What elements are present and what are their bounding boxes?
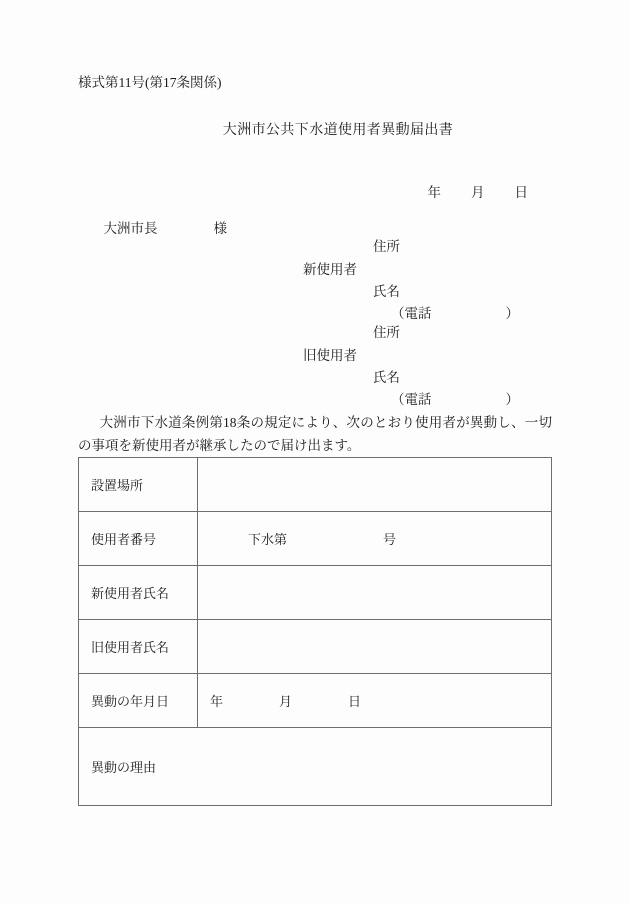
addressee-honorific: 様	[213, 221, 227, 237]
old-user-tel-close: ）	[505, 392, 519, 407]
submission-date-line	[414, 163, 528, 224]
row-label-installation-site	[79, 458, 198, 512]
table-row	[79, 620, 552, 674]
table-row	[79, 566, 552, 620]
row-label-old-user-name	[79, 620, 198, 674]
row-value-installation-site[interactable]	[198, 458, 552, 512]
new-user-label: 新使用者	[303, 262, 357, 277]
change-date-year-label: 年	[210, 694, 224, 709]
addressee-name: 大洲市長	[103, 221, 158, 237]
row-label-change-date	[79, 674, 198, 728]
row-label-text: 新使用者氏名	[91, 586, 170, 601]
row-value-user-number[interactable]	[198, 512, 552, 566]
date-year-label: 年	[427, 185, 441, 201]
old-user-label: 旧使用者	[303, 348, 357, 363]
page-title: 大洲市公共下水道使用者異動届出書	[222, 123, 454, 138]
row-label-text: 使用者番号	[91, 532, 157, 547]
user-number-suffix: 号	[383, 532, 397, 547]
table-row	[79, 728, 552, 806]
declaration-paragraph: 大洲市下水道条例第18条の規定により、次のとおり使用者が異動し、一切の事項を新使用者が継承したので届け出ます。	[78, 415, 552, 454]
old-user-tel-open: （電話	[391, 392, 432, 407]
old-user-telephone-field	[391, 388, 519, 408]
row-label-text: 設置場所	[91, 478, 144, 493]
row-label-user-number	[79, 512, 198, 566]
form-number: 様式第11号(第17条関係)	[78, 75, 222, 90]
new-user-name-label: 氏名	[373, 284, 400, 299]
row-value-change-date[interactable]	[198, 674, 552, 728]
new-user-block	[303, 232, 563, 321]
old-user-name-label: 氏名	[373, 370, 400, 385]
addressee	[90, 199, 227, 260]
notification-table	[78, 457, 552, 806]
old-user-address-label: 住所	[373, 325, 400, 340]
new-user-tel-close: ）	[505, 306, 519, 321]
date-day-label: 日	[514, 185, 528, 201]
row-change-reason[interactable]	[79, 728, 552, 806]
row-label-new-user-name	[79, 566, 198, 620]
table-row	[79, 674, 552, 728]
new-user-tel-open: （電話	[391, 306, 432, 321]
row-label-text: 旧使用者氏名	[91, 640, 170, 655]
change-date-day-label: 日	[348, 694, 362, 709]
table-row	[79, 512, 552, 566]
user-number-prefix: 下水第	[248, 532, 288, 547]
old-user-block	[303, 318, 563, 407]
date-month-label: 月	[471, 185, 485, 201]
row-label-text: 異動の理由	[91, 760, 157, 775]
row-label-text: 異動の年月日	[91, 694, 170, 709]
new-user-address-label: 住所	[373, 239, 400, 254]
table-row	[79, 458, 552, 512]
row-value-new-user-name[interactable]	[198, 566, 552, 620]
row-value-old-user-name[interactable]	[198, 620, 552, 674]
change-date-month-label: 月	[279, 694, 293, 709]
